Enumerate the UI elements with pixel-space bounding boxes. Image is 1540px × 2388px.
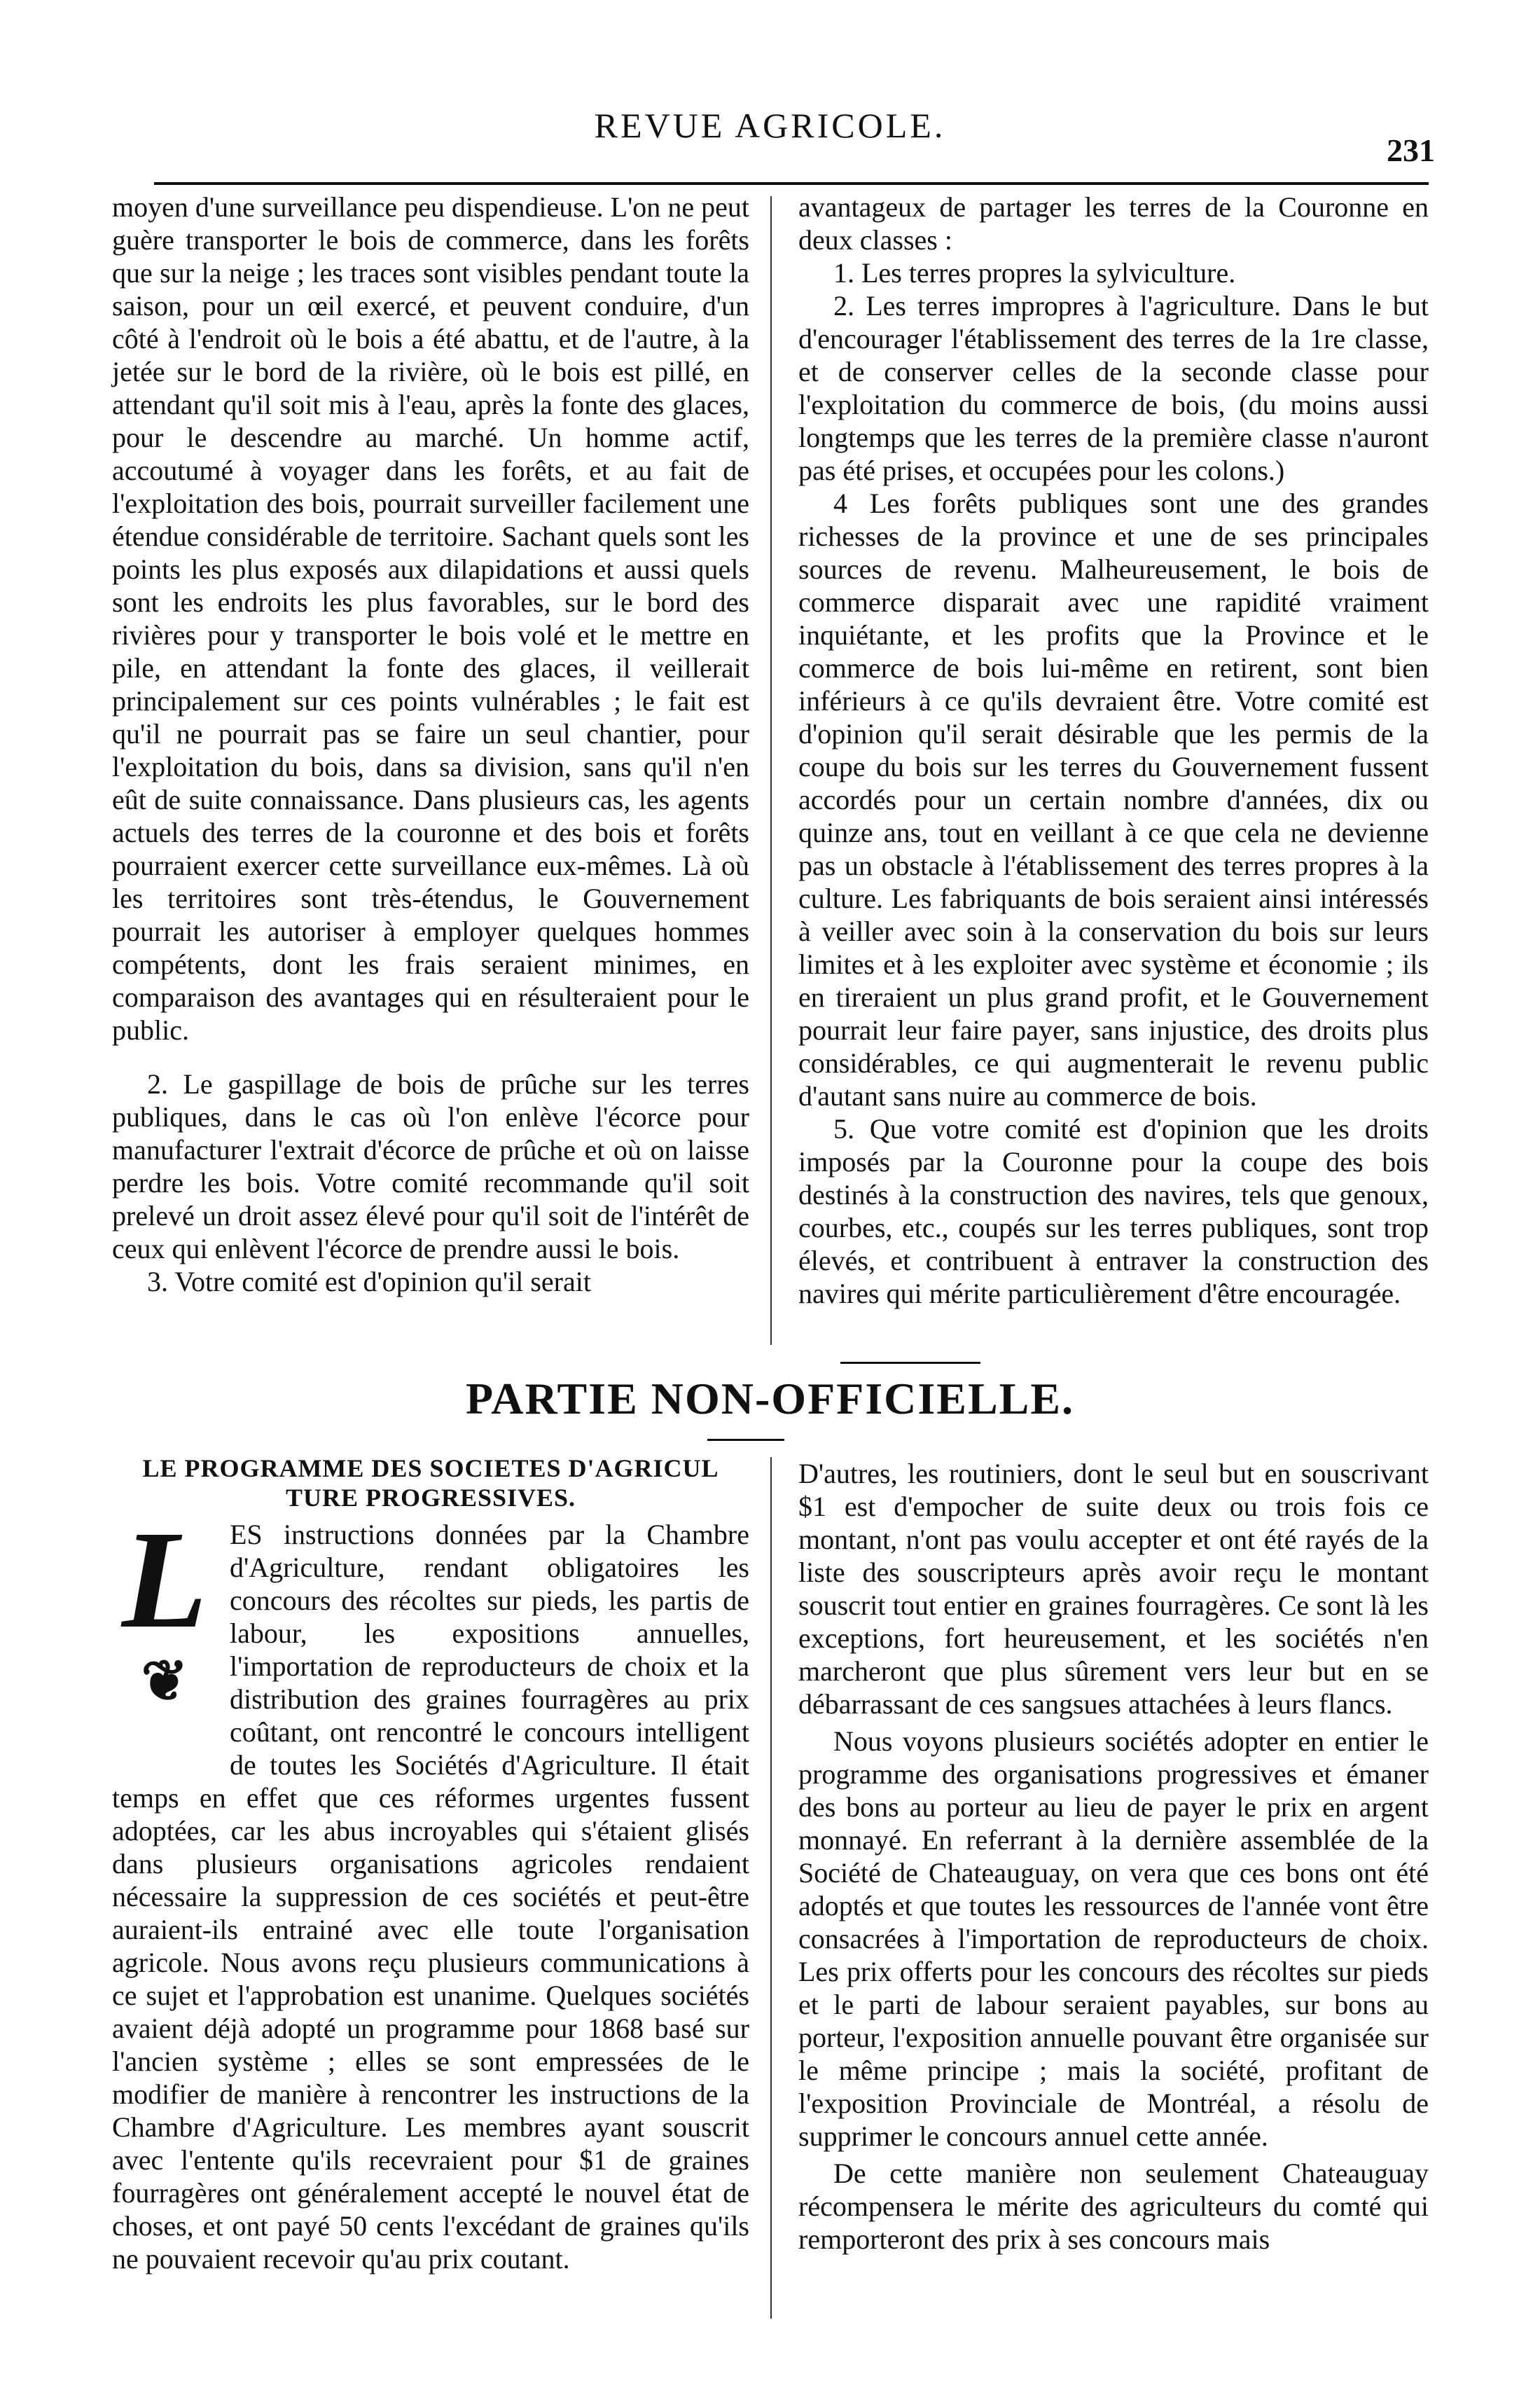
bottom-right-column [798, 1457, 1429, 2256]
header-rule [154, 182, 1429, 185]
top-left-column [112, 191, 749, 1298]
drop-cap [112, 1503, 217, 1752]
paragraph: moyen d'une surveillance peu dispendieuse. L'on ne peut guère transporter le bois de commerce, dans les forêts que sur la neige ; les traces sont visibles pendant toute la saison, pour un œil exercé, et peuvent conduire, d'un côté à l'endroit où le bois a été abattu, et de l'autre, à la jetée sur le bord de la rivière, où le bois est pillé, en attendant qu'il soit mis à l'eau, après la fonte des glaces, pour le descendre au marché. Un homme actif, accoutumé à voyager dans les forêts, et au fait de l'exploitation des bois, pourrait surveiller facilement une étendue considérable de territoire. Sachant quels sont les points les plus exposés aux dilapidations et aussi quels sont les endroits les plus favorables, sur le bord des rivières pour y transporter le bois volé et le mettre en pile, en attendant la fonte des glaces, il veillerait principalement sur ces points vulnérables ; le fait est qu'il ne pourrait pas se faire un seul chantier, pour l'exploitation du bois, dans sa division, sans qu'il n'en eût de suite connaissance. Dans plusieurs cas, les agents actuels des terres de la couronne et des bois et forêts pourraient exercer cette surveillance eux-mêmes. Là où les territoires sont très-étendus, le Gouvernement pourrait les autoriser à employer quelques hommes compétents, dont les frais seraient minimes, en comparaison des avantages qui en résulteraient pour le public. [112, 191, 749, 1046]
column-divider [770, 196, 772, 1345]
ornament-icon: ❦ [141, 1651, 188, 1713]
paragraph: 1. Les terres propres la sylviculture. [833, 257, 1236, 289]
top-right-column [798, 191, 1429, 1310]
drop-cap-letter: L [121, 1503, 208, 1657]
paragraph: 3. Votre comité est d'opinion qu'il serait [147, 1266, 591, 1297]
paragraph: 5. Que votre comité est d'opinion que les droits imposés par la Couronne pour la coupe des bois destinés à la construction des navires, tels que genoux, courbes, etc., coupés sur les terres publiques, sont trop élevés, et contribuent à entraver la construction des navires qui mérite particulièrement d'être encouragée. [798, 1113, 1429, 1309]
paragraph: 4 Les forêts publiques sont une des grandes richesses de la province et une de ses principales sources de revenu. Malheureusement, le bois de commerce disparait avec une rapidité vraiment inquiétante, et les profits que la Province et le commerce de bois lui-même en retirent, sont bien inférieurs à ce qu'ils devraient être. Votre comité est d'opinion qu'il serait désirable que les permis de la coupe du bois sur les terres du Gouvernement fussent accordés pour un certain nombre d'années, dix ou quinze ans, tout en veillant à ce que cela ne devienne pas un obstacle à l'établissement des terres propres à la culture. Les fabriquants de bois seraient ainsi intéressés à veiller avec soin à la conservation du bois sur leurs limites et à les exploiter avec système et économie ; ils en tireraient un plus grand profit, et le Gouvernement pourrait leur faire payer, sans injustice, des droits plus considérables, ce qui augmenterait le revenu public d'autant sans nuire au commerce de bois. [798, 488, 1429, 1112]
paragraph: ES instructions données par la Chambre d'Agriculture, rendant obligatoires les concours des récoltes sur pieds, les partis de labour, les expositions annuelles, l'importation de reproducteurs de choix et la distribution des graines fourragères au prix coûtant, ont rencontré le concours intelligent de toutes les Sociétés d'Agriculture. Il était temps en effet que ces réformes urgentes fussent adoptées, car les abus incroyables qui s'étaient glisés dans plusieurs organisations agricoles rendaient nécessaire la suppression de ces sociétés et peut-être auraient-ils entrainé avec elle toute l'organisation agricole. Nous avons reçu plusieurs communications à ce sujet et l'approbation est unanime. Quelques sociétés avaient déjà adopté un programme pour 1868 basé sur l'ancien système ; elles se sont empressées de le modifier de manière à rencontrer les instructions de la Chambre d'Agriculture. Les membres ayant souscrit avec l'entente qu'ils recevraient pour $1 de graines fourragères ont généralement accepté le nouvel état de choses, et ont payé 50 cents l'excédant de graines qu'ils ne pouvaient recevoir qu'au prix coutant. [112, 1519, 749, 2275]
paragraph: avantageux de partager les terres de la Couronne en deux classes : [798, 191, 1429, 256]
paragraph: 2. Le gaspillage de bois de prûche sur les terres publiques, dans le cas où l'on enlève l'écorce pour manufacturer l'extrait d'écorce de prûche et où on laisse perdre les bois. Votre comité recommande qu'il soit prelevé un droit assez élevé pour qu'il soit de l'intérêt de ceux qui enlèvent l'écorce de prendre aussi le bois. [112, 1068, 749, 1264]
bottom-left-column [112, 1454, 749, 2275]
article-title-line: TURE PROGRESSIVES. [285, 1484, 576, 1512]
article-title [112, 1454, 749, 1512]
section-rule [840, 1362, 980, 1364]
article-title-line: LE PROGRAMME DES SOCIETES D'AGRICUL [142, 1454, 719, 1482]
section-title: PARTIE NON-OFFICIELLE. [465, 1374, 1075, 1423]
page-number: 231 [1387, 132, 1435, 168]
section-rule [707, 1439, 784, 1441]
paragraph: Nous voyons plusieurs sociétés adopter en entier le programme des organisations progressives et émaner des bons au porteur au lieu de payer le prix en argent monnayé. En referrant à la dernière assemblée de la Société de Chateauguay, on vera que ces bons ont été adoptés et que toutes les ressources de l'année vont être consacrées à l'importation de reproducteurs de choix. Les prix offerts pour les concours des récoltes sur pieds et le parti de labour seraient payables, sur bons au porteur, l'exposition annuelle pouvant être organisée sur le même principe ; mais la société, profitant de l'exposition Provinciale de Montréal, a résolu de supprimer le concours annuel cette année. [798, 1725, 1429, 2152]
column-divider [770, 1457, 772, 2319]
running-title: REVUE AGRICOLE. [594, 106, 946, 145]
paragraph: De cette manière non seulement Chateauguay récompensera le mérite des agriculteurs du comté qui remporteront des prix à ses concours mais [798, 2158, 1429, 2255]
paragraph: 2. Les terres impropres à l'agriculture. Dans le but d'encourager l'établissement des terres de la 1re classe, et de conserver celles de la seconde classe pour l'exploitation du commerce de bois, (du moins aussi longtemps que les terres de la première classe n'auront pas été prises, et occupées pour les colons.) [798, 290, 1429, 486]
paragraph: D'autres, les routiniers, dont le seul but en souscrivant $1 est d'empocher de suite deux ou trois fois ce montant, n'ont pas voulu accepter et ont été rayés de la liste des souscripteurs après avoir reçu le montant souscrit tout entier en graines fourragères. Ce sont là les exceptions, fort heureusement, et les sociétés n'en marcheront que plus sûrement vers leur but en se débarrassant de ces sangsues attachées à leurs flancs. [798, 1458, 1429, 1720]
